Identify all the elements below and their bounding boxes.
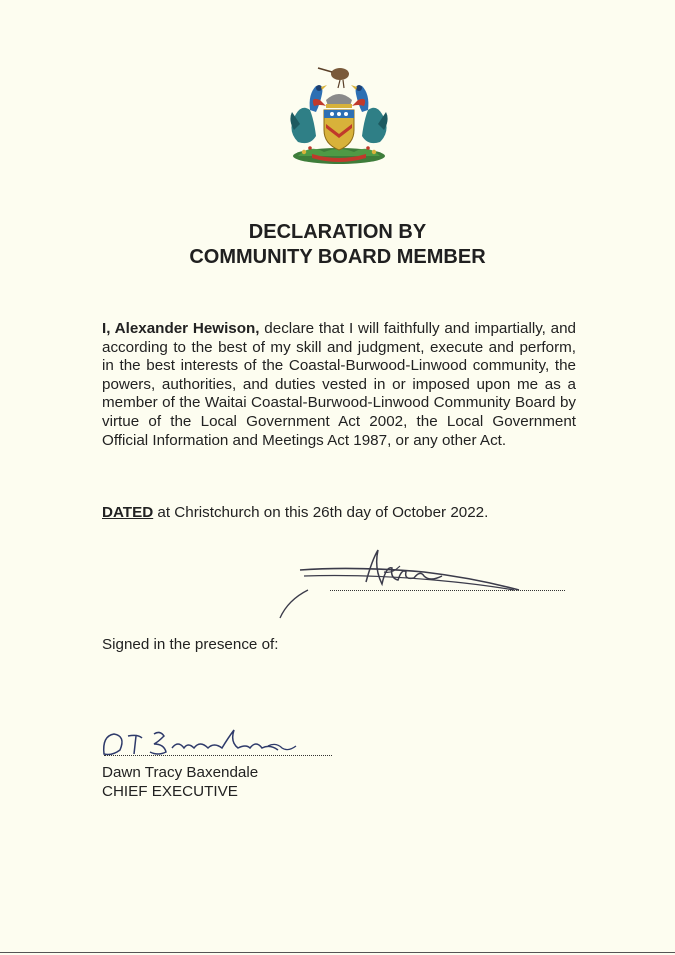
member-signature-line: [330, 590, 565, 591]
document-title-line-2: COMMUNITY BOARD MEMBER: [189, 246, 486, 268]
witness-title: CHIEF EXECUTIVE: [102, 783, 238, 800]
handwritten-signature-member-icon: [274, 546, 574, 620]
council-coat-of-arms-icon: [280, 60, 398, 168]
declaration-paragraph: [102, 320, 576, 450]
dated-line: [102, 504, 582, 523]
document-title-line-1: DECLARATION BY: [248, 221, 427, 243]
witness-name: Dawn Tracy Baxendale: [102, 764, 259, 781]
page-bottom-edge: [0, 952, 675, 953]
dated-label: DATED: [102, 504, 154, 521]
signed-in-presence-label: Signed in the presence of:: [102, 636, 279, 653]
witness-signature-line: [104, 755, 332, 756]
dated-text: at Christchurch on this 26th day of October 2022.: [153, 504, 489, 521]
handwritten-signature-witness-icon: [98, 722, 338, 762]
declaration-text: declare that I will faithfully and impartially, and according to the best of my skill and judgment, execute and perform, in the best interests of the Coastal-Burwood-Linwood community, the powers, authorities, and duties vested in or imposed upon me as a member of the Waitai Coastal-Burwood-Linwood Community Board by virtue of the Local Government Act 2002, the Local Government Official Information and Meetings Act 1987, or any other Act.: [102, 320, 576, 449]
member-name: I, Alexander Hewison,: [102, 320, 260, 337]
